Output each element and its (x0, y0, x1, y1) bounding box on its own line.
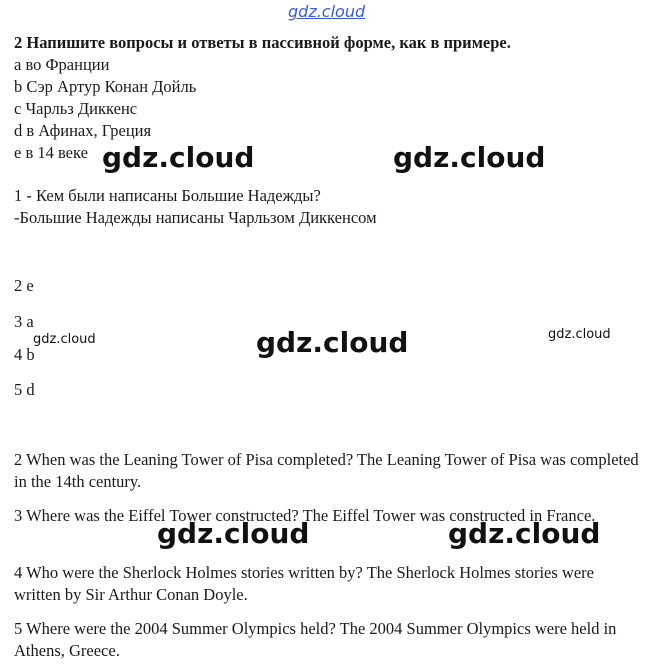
answer-3: 3 Where was the Eiffel Tower constructed? The Eiffel Tower was constructed in France. (14, 506, 596, 525)
match-4: 4 b (14, 345, 35, 364)
option-d: d в Афинах, Греция (14, 121, 152, 140)
header-logo[interactable]: gdz.cloud (288, 2, 366, 21)
option-c: c Чарльз Диккенс (14, 99, 138, 118)
answer-5: 5 Where were the 2004 Summer Olympics held? The 2004 Summer Olympics were held in Athens, Greece. (14, 619, 617, 660)
task-title: 2 Напишите вопросы и ответы в пассивной форме, как в примере. (14, 33, 511, 52)
watermark: gdz.cloud (256, 326, 409, 359)
option-a: a во Франции (14, 55, 110, 74)
option-e: e в 14 веке (14, 143, 88, 162)
watermark: gdz.cloud (448, 517, 601, 550)
watermark: gdz.cloud (548, 327, 611, 342)
example-question: 1 - Кем были написаны Большие Надежды? (14, 186, 321, 205)
watermark: gdz.cloud (102, 141, 255, 174)
match-5: 5 d (14, 380, 35, 399)
example-answer: -Большие Надежды написаны Чарльзом Диккенсом (14, 208, 377, 227)
watermark: gdz.cloud (393, 141, 546, 174)
option-b: b Сэр Артур Конан Дойль (14, 77, 197, 96)
match-2: 2 e (14, 276, 34, 295)
watermark: gdz.cloud (157, 517, 310, 550)
match-3: 3 a (14, 312, 34, 331)
watermark: gdz.cloud (33, 332, 96, 347)
answer-4: 4 Who were the Sherlock Holmes stories written by? The Sherlock Holmes stories were written by Sir Arthur Conan Doyle. (14, 563, 594, 604)
answer-2: 2 When was the Leaning Tower of Pisa completed? The Leaning Tower of Pisa was completed in the 14th century. (14, 450, 639, 491)
